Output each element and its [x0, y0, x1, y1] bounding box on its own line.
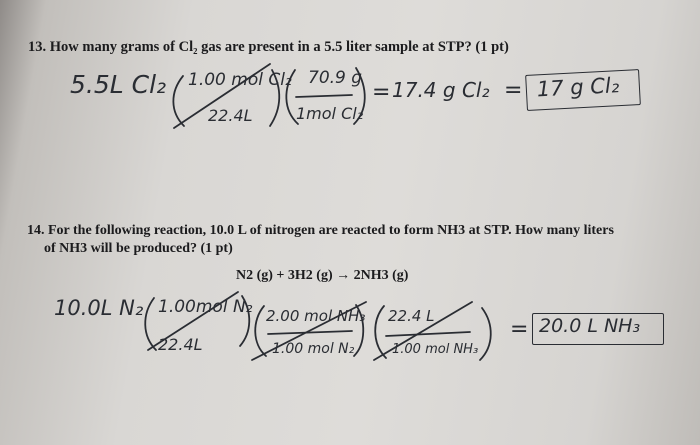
q14-final-answer: 20.0 L NH₃	[539, 315, 641, 337]
q14-fraction-bar-1	[148, 292, 238, 350]
q14-cross-stroke-2	[374, 302, 472, 360]
q14-equals-sign: =	[510, 317, 529, 342]
q14-start-quantity: 10.0L N₂	[54, 296, 144, 320]
q14-left-paren-2	[255, 306, 266, 356]
q14-factor3-numerator: 22.4 L	[388, 307, 435, 325]
q14-left-paren-3	[375, 306, 386, 358]
q13-factor2-numerator: 70.9 g	[308, 68, 363, 88]
q13-start-quantity: 5.5L Cl₂	[70, 70, 167, 99]
q14-right-paren-1	[240, 296, 249, 346]
q13-final-answer: 17 g Cl₂	[536, 73, 620, 102]
q13-factor1-numerator: 1.00 mol Cl₂	[188, 70, 292, 90]
question-14-line-2: of NH3 will be produced? (1 pt)	[44, 241, 233, 256]
q14-factor2-denominator: 1.00 mol N₂	[272, 341, 355, 357]
q13-fraction-bar-2	[296, 95, 352, 97]
q14-left-paren-1	[145, 298, 156, 350]
q14-right-paren-2	[354, 305, 363, 356]
reaction-equation: N2 (g) + 3H2 (g) → 2NH3 (g)	[236, 268, 409, 283]
q14-factor1-numerator: 1.00mol N₂	[158, 297, 253, 317]
question-14-line-1: 14. For the following reaction, 10.0 L of nitrogen are reacted to form NH3 at STP. How many liters	[27, 223, 614, 238]
q14-right-paren-3	[480, 308, 491, 360]
q13-right-paren-1	[270, 70, 279, 126]
q13-equals-sign: =	[372, 80, 391, 105]
q13-left-paren-1	[173, 76, 184, 126]
q13-equals-sign-2: =	[504, 78, 523, 103]
q13-factor1-denominator: 22.4L	[208, 106, 253, 125]
question-13: 13. How many grams of Cl₂ gas are present in a 5.5 liter sample at STP? (1 pt)	[28, 39, 509, 55]
q14-factor3-denominator: 1.00 mol NH₃	[392, 342, 479, 357]
q14-fraction-bar-3	[386, 332, 470, 336]
q13-right-paren-2	[354, 68, 365, 124]
q14-factor2-numerator: 2.00 mol NH₃	[266, 307, 366, 325]
q13-factor2-denominator: 1mol Cl₂	[296, 104, 364, 123]
q13-fraction-bar-1	[174, 64, 270, 128]
q13-intermediate-result: 17.4 g Cl₂	[392, 78, 490, 102]
q14-factor1-denominator: 22.4L	[158, 335, 203, 354]
